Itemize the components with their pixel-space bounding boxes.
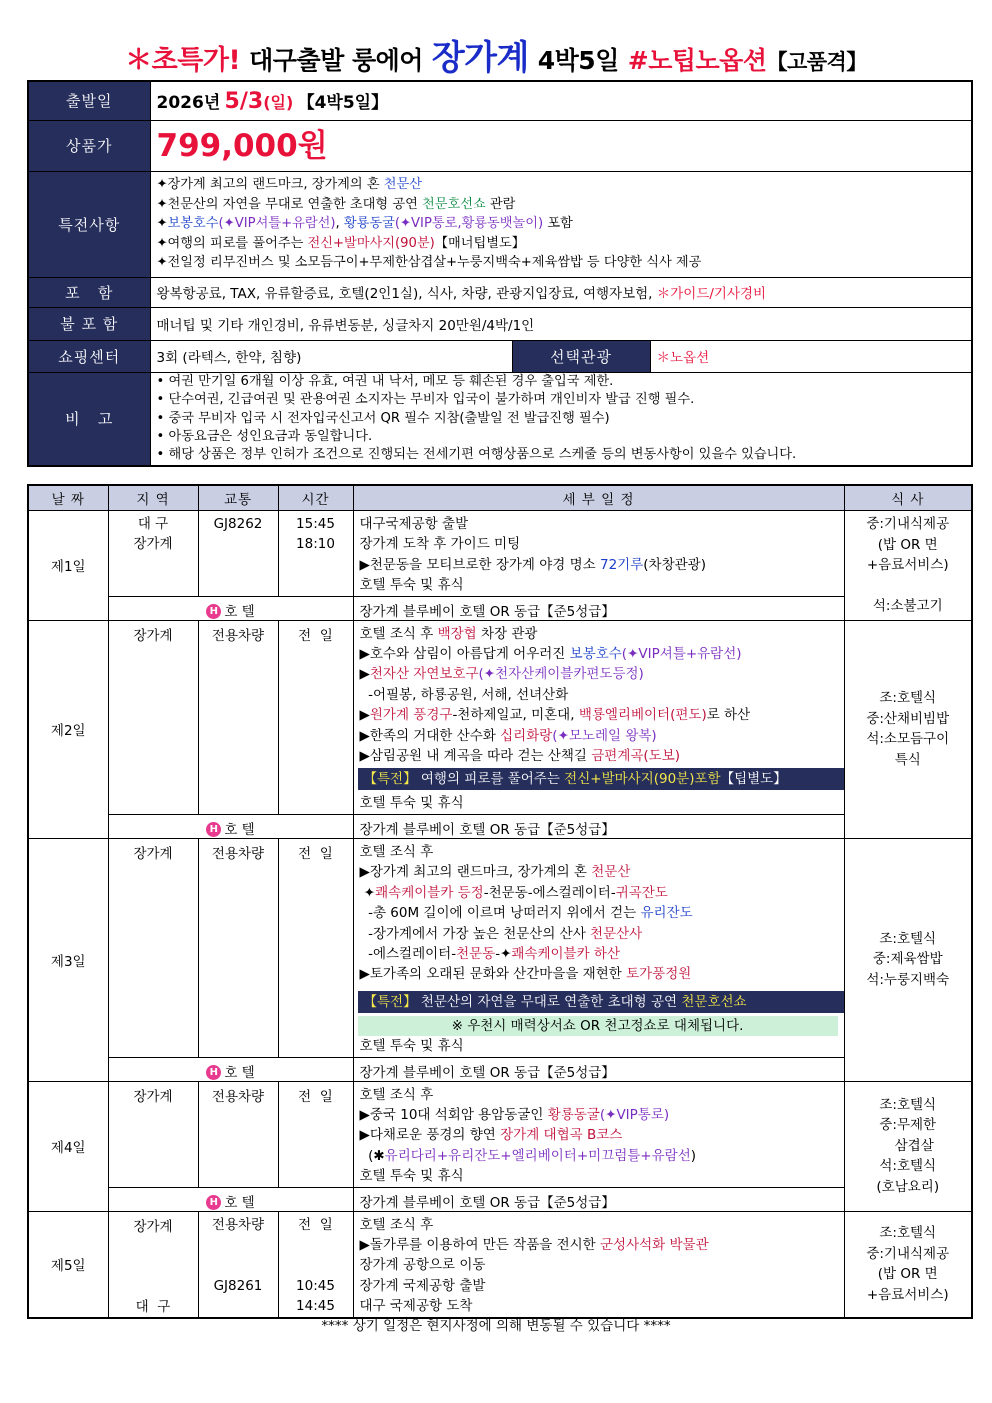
exclude-value: 매너팁 및 기타 개인경비, 유류변동분, 싱글차지 20만원/4박/1인 bbox=[150, 307, 972, 340]
col-details: 세 부 일 정 bbox=[353, 485, 844, 511]
hotel-icon: H bbox=[206, 1195, 221, 1210]
price-cell bbox=[150, 120, 972, 171]
day3-transport: 전용차량 bbox=[198, 838, 278, 1057]
day4-meals: 조:호텔식 중:무제한 삼겹살 석:호텔식 (호남요리) bbox=[844, 1081, 972, 1211]
hotel-icon: H bbox=[206, 1065, 221, 1080]
day5-meals: 조:호텔식 중:기내식제공 (밥 OR 면 +음료서비스) bbox=[844, 1211, 972, 1318]
row-remarks bbox=[28, 372, 972, 466]
day3-label: 제3일 bbox=[28, 838, 108, 1081]
day4-details: 호텔 조식 후 ▶중국 10대 석회암 용암동굴인 황룡동굴(✦VIP통로) ▶다채로운 풍경의 향연 장가계 대협곡 B코스 (✱유리다리+유리잔도+엘리베이터+미끄럼틀+유람선) 호텔 투숙 및 휴식 bbox=[353, 1081, 844, 1187]
row-exclude bbox=[28, 307, 972, 340]
row-include bbox=[28, 277, 972, 307]
day4-transport: 전용차량 bbox=[198, 1081, 278, 1187]
day2-label: 제2일 bbox=[28, 620, 108, 838]
depart-date: 5/3 bbox=[224, 88, 264, 114]
day2-special-banner: 【특전】 여행의 피로를 풀어주는 전신+발마사지(90분)포함【팁별도】 bbox=[358, 768, 844, 790]
special-item: ✦보봉호수(✦VIP셔틀+유람선), 황룡동굴(✦VIP통로,황룡동뱃놀이) 포함 bbox=[156, 216, 573, 232]
info-table bbox=[27, 80, 973, 467]
day2-hotel-row bbox=[28, 814, 972, 838]
special-item: ✦천문산의 자연을 무대로 연출한 초대형 공연 천문호선쇼 관람 bbox=[156, 196, 516, 212]
title-destination: 장가계 bbox=[431, 38, 529, 78]
day5-label: 제5일 bbox=[28, 1211, 108, 1318]
col-region: 지 역 bbox=[108, 485, 198, 511]
day5-region: 장가계 대 구 bbox=[108, 1211, 198, 1318]
price-label: 상품가 bbox=[28, 120, 150, 171]
day2-hotel-label: H 호 텔 bbox=[108, 814, 353, 838]
row-price bbox=[28, 120, 972, 171]
day2-time: 전 일 bbox=[278, 620, 353, 814]
day2-details: 호텔 조식 후 백장협 차장 관광 ▶호수와 삼림이 아름답게 어우러진 보봉호수(✦VIP셔틀+유람선) ▶천자산 자연보호구(✦천자산케이블카편도등정) -어필봉, 하룡공원, 서해, 선녀산화 ▶원가계 풍경구-천하제일교, 미혼대, 백룡엘리베이터(편도)로 하산 ▶한족의 거대한 산수화 십리화랑(✦모노레일 왕복) ▶삼림공원 내 계곡을 따라 걷는 산책길 금편계곡(도보) 【특전】 여행의 피로를 풀어주는 전신+발마사지(90분)포함【팁별도】 호텔 투숙 및 휴식 bbox=[353, 620, 844, 814]
schedule-header bbox=[28, 485, 972, 511]
title-departure: 대구출발 룽에어 bbox=[249, 46, 423, 75]
title-duration: 4박5일 bbox=[537, 46, 619, 75]
col-time: 시간 bbox=[278, 485, 353, 511]
day5-time: 전 일 10:45 14:45 bbox=[278, 1211, 353, 1318]
day4-region: 장가계 bbox=[108, 1081, 198, 1187]
special-item: ✦장가계 최고의 랜드마크, 장가계의 혼 천문산 bbox=[156, 177, 423, 193]
day4-hotel-row bbox=[28, 1187, 972, 1211]
shop-value: 3회 (라텍스, 한약, 침향) bbox=[150, 340, 512, 372]
day1-region: 대 구 장가계 bbox=[108, 511, 198, 597]
special-item: ✦여행의 피로를 풀어주는 전신+발마사지(90분)【매너팁별도】 bbox=[156, 235, 525, 251]
col-transport: 교통 bbox=[198, 485, 278, 511]
day5-transport: 전용차량 GJ8261 bbox=[198, 1211, 278, 1318]
hotel-icon: H bbox=[206, 604, 221, 619]
row-shopping bbox=[28, 340, 972, 372]
special-item: ✦전일정 리무진버스 및 소모듬구이+무제한삼겹살+누룽지백숙+제육쌈밥 등 다양한 식사 제공 bbox=[156, 255, 702, 271]
day3-special-banner: 【특전】 천문산의 자연을 무대로 연출한 초대형 공연 천문호선쇼 bbox=[358, 991, 844, 1013]
exclude-label: 불 포 함 bbox=[28, 307, 150, 340]
remark-label: 비 고 bbox=[28, 372, 150, 466]
day2-meals: 조:호텔식 중:산채비빔밥 석:소모듬구이 특식 bbox=[844, 620, 972, 838]
day1-row bbox=[28, 511, 972, 597]
day1-details: 대구국제공항 출발 장가계 도착 후 가이드 미팅 ▶천문동을 모티브로한 장가계 야경 명소 72기루(차창관광) 호텔 투숙 및 휴식 bbox=[353, 511, 844, 597]
day3-time: 전 일 bbox=[278, 838, 353, 1057]
day3-hotel-label: H 호 텔 bbox=[108, 1057, 353, 1081]
option-label: 선택관광 bbox=[512, 340, 650, 372]
day5-row bbox=[28, 1211, 972, 1318]
day2-hotel: 장가계 블루베이 호텔 OR 동급【준5성급】 bbox=[353, 814, 844, 838]
col-meals: 식 사 bbox=[844, 485, 972, 511]
day1-label: 제1일 bbox=[28, 511, 108, 621]
day1-hotel: 장가계 블루베이 호텔 OR 동급【준5성급】 bbox=[353, 596, 844, 620]
day3-meals: 조:호텔식 중:제육쌈밥 석:누룽지백숙 bbox=[844, 838, 972, 1081]
page-title bbox=[0, 30, 992, 79]
title-option: #노팁노옵션 bbox=[627, 46, 767, 75]
depart-duration: 【4박5일】 bbox=[297, 92, 389, 113]
remark-item: • 중국 무비자 입국 시 전자입국신고서 QR 필수 지참(출발일 전 발급진행 필수) bbox=[156, 410, 610, 426]
day4-hotel: 장가계 블루베이 호텔 OR 동급【준5성급】 bbox=[353, 1187, 844, 1211]
title-promo: ＊초특가! bbox=[125, 45, 241, 76]
day1-hotel-row bbox=[28, 596, 972, 620]
include-value: 왕복항공료, TAX, 유류할증료, 호텔(2인1실), 식사, 차량, 관광지입장료, 여행자보험, ＊가이드/기사경비 bbox=[150, 277, 972, 307]
remark-list bbox=[150, 372, 972, 466]
include-label: 포 함 bbox=[28, 277, 150, 307]
day3-row bbox=[28, 838, 972, 1057]
remark-item: • 아동요금은 성인요금과 동일합니다. bbox=[156, 428, 373, 444]
option-value: ＊노옵션 bbox=[650, 340, 972, 372]
day1-meals: 중:기내식제공 (밥 OR 면 +음료서비스) 석:소불고기 bbox=[844, 511, 972, 621]
day2-row bbox=[28, 620, 972, 814]
row-depart bbox=[28, 81, 972, 120]
special-label: 특전사항 bbox=[28, 171, 150, 277]
day2-transport: 전용차량 bbox=[198, 620, 278, 814]
day1-hotel-label: H 호 텔 bbox=[108, 596, 353, 620]
day3-region: 장가계 bbox=[108, 838, 198, 1057]
remark-item: • 여권 만기일 6개월 이상 유효, 여권 내 낙서, 메모 등 훼손된 경우 출입국 제한. bbox=[156, 374, 614, 390]
depart-weekday: (일) bbox=[263, 92, 294, 112]
depart-label: 출발일 bbox=[28, 81, 150, 120]
hotel-icon: H bbox=[206, 822, 221, 837]
footer-note: **** 상기 일정은 현지사정에 의해 변동될 수 있습니다 **** bbox=[321, 1318, 671, 1334]
depart-value bbox=[150, 81, 972, 120]
day1-time: 15:45 18:10 bbox=[278, 511, 353, 597]
title-grade: 【고품격】 bbox=[766, 50, 867, 74]
remark-item: • 단수여권, 긴급여권 및 관용여권 소지자는 무비자 입국이 불가하며 개인비자 발급 진행 필수. bbox=[156, 392, 695, 408]
day3-note: ※ 우천시 매력상서쇼 OR 천고정쇼로 대체됩니다. bbox=[358, 1016, 838, 1036]
day4-hotel-label: H 호 텔 bbox=[108, 1187, 353, 1211]
depart-year: 2026년 bbox=[156, 92, 221, 113]
day3-details: 호텔 조식 후 ▶장가계 최고의 랜드마크, 장가계의 혼 천문산 ✦쾌속케이블카 등정-천문동-에스컬레이터-귀곡잔도 -총 60M 길이에 이르며 낭떠러지 위에서 걷는 유리잔도 -장가계에서 가장 높은 천문산의 산사 천문산사 -에스컬레이터-천문동-✦쾌속케이블카 하산 ▶토가족의 오래된 문화와 산간마을을 재현한 토가풍정원 【특전】 천문산의 자연을 무대로 연출한 초대형 공연 천문호선쇼 ※ 우천시 매력상서쇼 OR 천고정쇼로 대체됩니다. 호텔 투숙 및 휴식 bbox=[353, 838, 844, 1057]
day1-transport: GJ8262 bbox=[198, 511, 278, 597]
schedule-table bbox=[27, 484, 973, 1319]
row-special bbox=[28, 171, 972, 277]
day3-hotel: 장가계 블루베이 호텔 OR 동급【준5성급】 bbox=[353, 1057, 844, 1081]
day2-region: 장가계 bbox=[108, 620, 198, 814]
day4-row bbox=[28, 1081, 972, 1187]
day5-details: 호텔 조식 후 ▶돌가루를 이용하여 만든 작품을 전시한 군성사석화 박물관 장가계 공항으로 이동 장가계 국제공항 출발 대구 국제공항 도착 bbox=[353, 1211, 844, 1318]
day4-time: 전 일 bbox=[278, 1081, 353, 1187]
special-list bbox=[150, 171, 972, 277]
day4-label: 제4일 bbox=[28, 1081, 108, 1211]
col-date: 날 짜 bbox=[28, 485, 108, 511]
price-value: 799,000원 bbox=[156, 127, 328, 164]
day3-hotel-row bbox=[28, 1057, 972, 1081]
shop-label: 쇼핑센터 bbox=[28, 340, 150, 372]
remark-item: • 해당 상품은 정부 인허가 조건으로 진행되는 전세기편 여행상품으로 스케줄 등의 변동사항이 있을수 있습니다. bbox=[156, 447, 797, 463]
